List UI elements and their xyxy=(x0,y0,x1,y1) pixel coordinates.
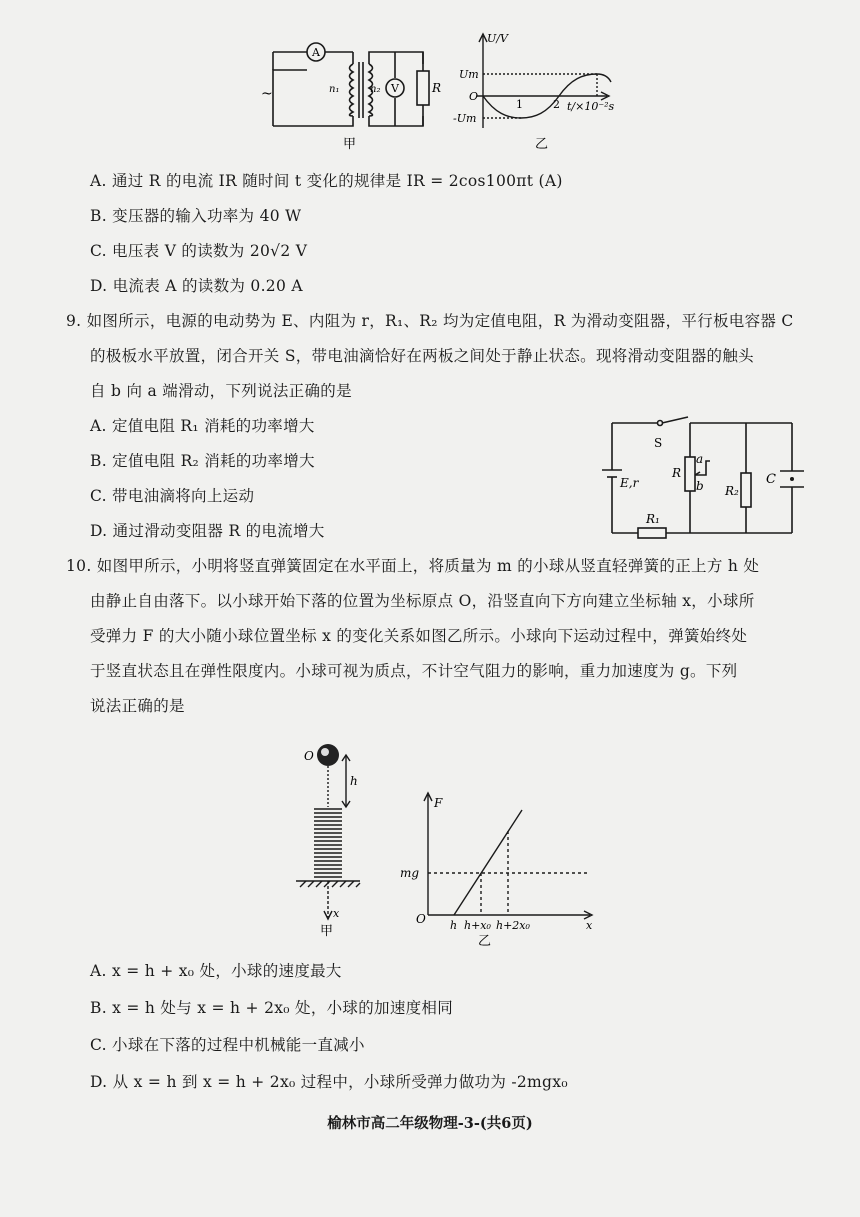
resistor-label: R xyxy=(432,81,442,95)
source-label: E,r xyxy=(620,476,639,490)
q9-option-a: A. 定值电阻 R₁ 消耗的功率增大 xyxy=(90,417,315,435)
q10-stem-line-3: 受弹力 F 的大小随小球位置坐标 x 的变化关系如图乙所示。小球向下运动过程中，弹簧始终处 xyxy=(90,627,748,645)
n1-label: n₁ xyxy=(329,84,340,95)
q9-option-c: C. 带电油滴将向上运动 xyxy=(90,487,255,505)
x-axis-label-jia: x xyxy=(333,907,340,920)
b-label: b xyxy=(696,479,704,493)
u-axis-label: U/V xyxy=(487,32,508,45)
mg-label: mg xyxy=(400,866,420,880)
figure-jia-label-q10: 甲 xyxy=(320,924,334,939)
tick-h2x0-label: h+2x₀ xyxy=(496,919,530,932)
q10-option-a: A. x = h + x₀ 处，小球的速度最大 xyxy=(90,962,342,980)
h-label: h xyxy=(350,774,358,788)
voltmeter-label: V xyxy=(391,82,399,95)
q10-stem-line-5: 说法正确的是 xyxy=(90,697,185,715)
q9-option-d: D. 通过滑动变阻器 R 的电流增大 xyxy=(90,522,325,540)
n2-label: n₂ xyxy=(370,84,381,95)
q8-option-a: A. 通过 R 的电流 IR 随时间 t 变化的规律是 IR = 2cos100πt (A) xyxy=(90,172,563,190)
switch-label: S xyxy=(654,436,663,450)
origin-label: O xyxy=(469,90,479,103)
ammeter-label: A xyxy=(312,46,320,59)
figure-yi-label-q10: 乙 xyxy=(478,934,492,949)
q10-stem-line-2: 由静止自由落下。以小球开始下落的位置为坐标原点 O，沿竖直向下方向建立坐标轴 x，小球所 xyxy=(90,592,755,610)
q9-circuit-figure xyxy=(598,415,808,545)
x-axis-label-yi: x xyxy=(586,919,593,932)
r2-label: R₂ xyxy=(725,484,739,498)
q10-option-d: D. 从 x = h 到 x = h + 2x₀ 过程中，小球所受弹力做功为 -2mgx₀ xyxy=(90,1073,568,1091)
q10-figure xyxy=(290,735,610,950)
figure-jia-label: 甲 xyxy=(343,137,357,152)
origin-o2-label: O xyxy=(416,912,426,926)
q10-stem-line-4: 于竖直状态且在弹性限度内。小球可视为质点，不计空气阻力的影响，重力加速度为 g。下列 xyxy=(90,662,738,680)
ac-source-tilde: ~ xyxy=(261,86,273,102)
q10-option-c: C. 小球在下落的过程中机械能一直减小 xyxy=(90,1036,365,1054)
q8-figure xyxy=(255,28,625,160)
tick-2-label: 2 xyxy=(553,98,560,111)
r1-label: R₁ xyxy=(646,512,660,526)
a-label: a xyxy=(696,452,704,466)
tick-h-label: h xyxy=(450,919,458,932)
r-label: R xyxy=(672,466,682,480)
q8-option-b: B. 变压器的输入功率为 40 W xyxy=(90,207,302,225)
q9-stem-line-3: 自 b 向 a 端滑动，下列说法正确的是 xyxy=(90,382,352,400)
f-axis-label: F xyxy=(434,796,443,810)
q8-option-c: C. 电压表 V 的读数为 20√2 V xyxy=(90,242,308,260)
tick-hx0-label: h+x₀ xyxy=(464,919,491,932)
um-label: Um xyxy=(459,68,479,81)
figure-yi-label: 乙 xyxy=(535,137,549,152)
q9-stem-line-2: 的极板水平放置，闭合开关 S，带电油滴恰好在两板之间处于静止状态。现将滑动变阻器的触头 xyxy=(90,347,754,365)
q9-stem-line-1: 9. 如图所示，电源的电动势为 E、内阻为 r，R₁、R₂ 均为定值电阻，R 为滑动变阻器，平行板电容器 C xyxy=(66,312,794,330)
q10-stem-line-1: 10. 如图甲所示，小明将竖直弹簧固定在水平面上，将质量为 m 的小球从竖直轻弹簧的正上方 h 处 xyxy=(66,557,760,575)
origin-o-label: O xyxy=(304,749,314,763)
page-footer: 榆林市高二年级物理-3-(共6页) xyxy=(327,1115,533,1132)
q10-option-b: B. x = h 处与 x = h + 2x₀ 处，小球的加速度相同 xyxy=(90,999,454,1017)
t-axis-label: t/×10⁻²s xyxy=(567,100,615,113)
q9-option-b: B. 定值电阻 R₂ 消耗的功率增大 xyxy=(90,452,315,470)
c-label: C xyxy=(766,472,776,487)
neg-um-label: -Um xyxy=(453,112,477,125)
tick-1-label: 1 xyxy=(516,98,523,111)
q8-option-d: D. 电流表 A 的读数为 0.20 A xyxy=(90,277,303,295)
